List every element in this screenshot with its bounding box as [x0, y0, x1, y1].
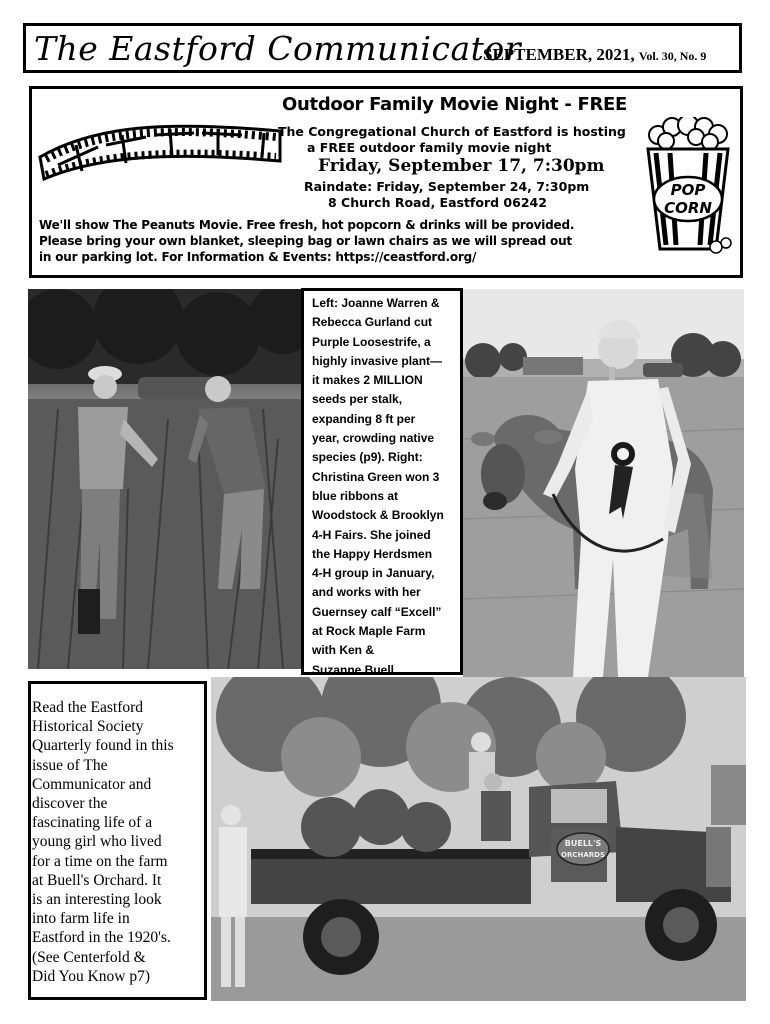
raindate: Raindate: Friday, September 24, 7:30pm — [304, 179, 590, 194]
movie-details-line: Please bring your own blanket, sleeping bag or lawn chairs as we will spread out — [39, 234, 572, 248]
issue-info — [483, 45, 706, 65]
movie-details-line: We'll show The Peanuts Movie. Free fresh, hot popcorn & drinks will be provided. — [39, 218, 575, 232]
caption-line: Suzanne Buell. — [312, 662, 398, 677]
notice-line: Historical Society — [32, 718, 144, 736]
popcorn-label-pop: POP — [670, 181, 706, 199]
caption-line: Woodstock & Brooklyn — [312, 508, 444, 523]
notice-line: Quarterly found in this — [32, 737, 174, 755]
photo-caption — [301, 288, 463, 675]
caption-line: it makes 2 MILLION — [312, 373, 423, 388]
movie-night-heading: Outdoor Family Movie Night - FREE — [282, 94, 628, 115]
notice-line: young girl who lived — [32, 833, 162, 851]
caption-line: 4-H Fairs. She joined — [312, 527, 431, 542]
popcorn-label-corn: CORN — [664, 199, 712, 217]
caption-line: blue ribbons at — [312, 488, 399, 503]
photo-4h-calf — [463, 289, 744, 677]
notice-line: into farm life in — [32, 910, 130, 928]
caption-line: Guernsey calf “Excell” — [312, 604, 442, 619]
notice-line: for a time on the farm — [32, 852, 168, 870]
caption-line: with Ken & — [312, 643, 374, 658]
notice-line: issue of The — [32, 756, 108, 774]
caption-line: species (p9). Right: — [312, 450, 423, 465]
masthead — [23, 23, 742, 73]
newsletter-title: The Eastford Communicator — [34, 29, 522, 68]
event-address: 8 Church Road, Eastford 06242 — [328, 195, 547, 210]
notice-line: fascinating life of a — [32, 814, 153, 832]
caption-line: expanding 8 ft per — [312, 411, 416, 426]
notice-line: (See Centerfold & — [32, 948, 146, 966]
movie-details — [39, 217, 679, 265]
notice-line: Eastford in the 1920's. — [32, 929, 171, 947]
movie-details-line: in our parking lot. For Information & Events: https://ceastford.org/ — [39, 250, 477, 264]
caption-line: seeds per stalk, — [312, 392, 403, 407]
film-strip-icon — [36, 117, 282, 181]
caption-line: Purple Loosestrife, a — [312, 334, 431, 349]
notice-line: Communicator and — [32, 775, 152, 793]
caption-line: Christina Green won 3 — [312, 469, 440, 484]
popcorn-bucket-icon — [644, 117, 732, 257]
photo-caption-text — [312, 294, 462, 699]
photo-buells-orchard-truck — [211, 677, 746, 1001]
caption-line: highly invasive plant— — [312, 353, 443, 368]
caption-line: Rebecca Gurland cut — [312, 315, 433, 330]
notice-line: Did You Know p7) — [32, 967, 150, 985]
caption-line: at Rock Maple Farm — [312, 624, 426, 639]
caption-line: year, crowding native — [312, 431, 435, 446]
notice-line: Read the Eastford — [32, 699, 144, 716]
historical-society-text — [32, 698, 207, 986]
photo-loosestrife-volunteers — [28, 289, 301, 669]
host-line-2: a FREE outdoor family movie night — [307, 140, 552, 155]
caption-line: 4-H group in January, — [312, 566, 435, 581]
notice-line: at Buell's Orchard. It — [32, 871, 162, 889]
notice-line: is an interesting look — [32, 891, 162, 909]
historical-society-notice — [28, 681, 207, 1000]
notice-line: discover the — [32, 795, 108, 813]
caption-line: Left: Joanne Warren & — [312, 296, 440, 310]
host-line-1: The Congregational Church of Eastford is hosting — [278, 124, 626, 139]
issue-date: SEPTEMBER, 2021, — [483, 45, 635, 64]
movie-night-notice — [29, 86, 743, 278]
issue-volume: Vol. 30, No. 9 — [638, 49, 707, 63]
truck-door-sign-2: ORCHARDS — [561, 851, 605, 859]
movie-date-time: Friday, September 17, 7:30pm — [318, 156, 605, 176]
caption-line: and works with her — [312, 585, 421, 600]
truck-door-sign-1: BUELL'S — [564, 839, 602, 848]
caption-line: the Happy Herdsmen — [312, 546, 433, 561]
